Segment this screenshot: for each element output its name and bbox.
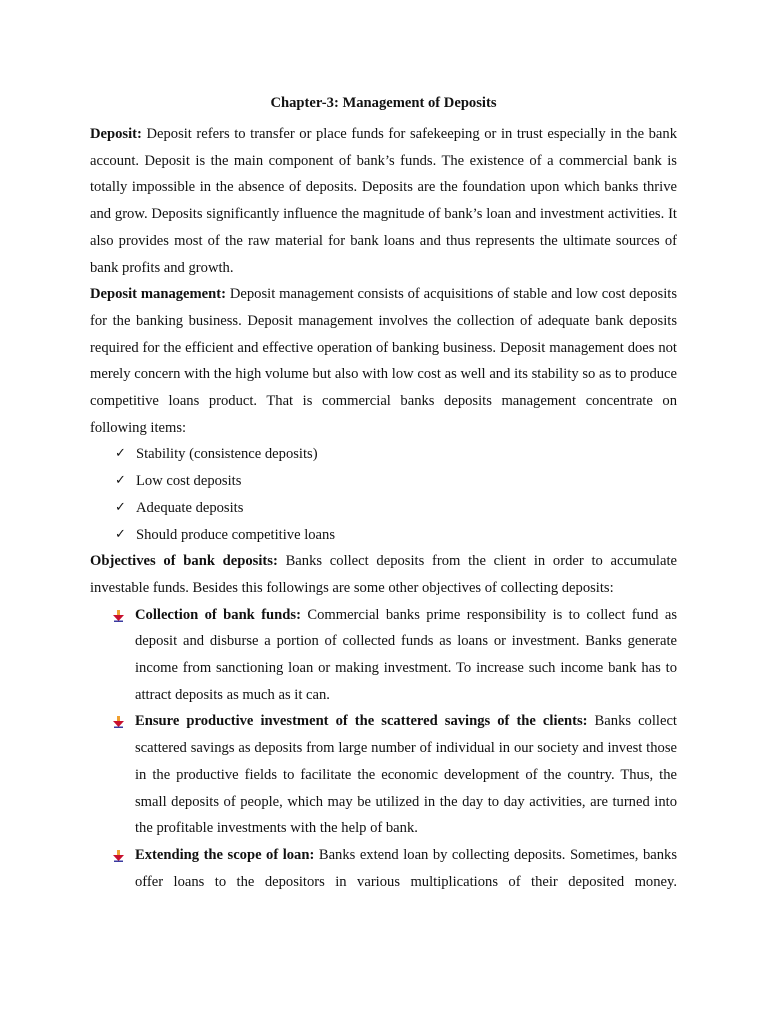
red-down-arrow-bullet-icon (113, 850, 124, 862)
checkmark-icon: ✓ (115, 473, 126, 489)
checkmark-icon: ✓ (115, 499, 126, 515)
deposit-management-checklist (90, 441, 677, 548)
objectives-paragraph (90, 548, 677, 601)
objectives-lead: Objectives of bank deposits: (90, 553, 278, 570)
chapter-title: Chapter-3: Management of Deposits (270, 95, 497, 111)
list-item (115, 495, 677, 522)
list-item (135, 708, 677, 842)
checkmark-icon: ✓ (115, 446, 126, 462)
objectives-text: Banks collect deposits from the client in order to accumulate investable funds. Besides this followings are some other objectives of collecting deposits: (90, 553, 677, 596)
list-item (135, 602, 677, 709)
deposit-management-lead: Deposit management: (90, 286, 226, 303)
objectives-list (90, 602, 677, 896)
deposit-paragraph (90, 121, 677, 281)
check-item-label: Stability (consistence deposits) (136, 446, 318, 463)
red-down-arrow-bullet-icon (113, 610, 124, 622)
deposit-management-paragraph (90, 281, 677, 441)
list-item (135, 842, 677, 895)
deposit-text: Deposit refers to transfer or place funds for safekeeping or in trust especially in the bank account. Deposit is the main component of bank’s funds. The existence of a commercial bank is totally impossible in the absence of deposits. Deposits are the foundation upon which banks thrive and grow. Deposits significantly influence the magnitude of bank’s loan and investment activities. It also provides most of the raw material for bank loans and thus represents the ultimate sources of bank profits and growth. (90, 126, 677, 276)
objective-text: Banks extend loan by collecting deposits. Sometimes, banks offer loans to the depositors in various multiplications of their deposited money. (135, 846, 677, 890)
check-item-label: Low cost deposits (136, 473, 242, 490)
objective-lead: Collection of bank funds: (135, 606, 301, 623)
list-item (115, 468, 677, 495)
list-item (115, 522, 677, 549)
deposit-management-text: Deposit management consists of acquisitions of stable and low cost deposits for the banking business. Deposit management involves the collection of adequate bank deposits required for the efficient and effective operation of banking business. Deposit management does not merely concern with the high volume but also with low cost as well and its stability so as to produce competitive loans product. That is commercial banks deposits management concentrate on following items: (90, 286, 677, 436)
checkmark-icon: ✓ (115, 526, 126, 542)
red-down-arrow-bullet-icon (113, 716, 124, 728)
objective-lead: Ensure productive investment of the scattered savings of the clients: (135, 713, 588, 730)
objective-text: Commercial banks prime responsibility is to collect fund as deposit and disburse a portion of collected funds as loans or investment. Banks generate income from sanctioning loan or making investment. To increase such income bank has to attract deposits as much as it can. (135, 606, 677, 703)
objective-lead: Extending the scope of loan: (135, 846, 315, 863)
check-item-label: Adequate deposits (136, 499, 244, 516)
deposit-lead: Deposit: (90, 126, 142, 142)
objective-text: Banks collect scattered savings as deposits from large number of individual in our society and invest those in the productive fields to facilitate the economic development of the country. Thus, the small deposits of people, which may be utilized in the day to day activities, are turned into the profitable investments with the help of bank. (135, 713, 677, 837)
document-body (90, 92, 677, 895)
list-item (115, 441, 677, 468)
check-item-label: Should produce competitive loans (136, 526, 336, 543)
